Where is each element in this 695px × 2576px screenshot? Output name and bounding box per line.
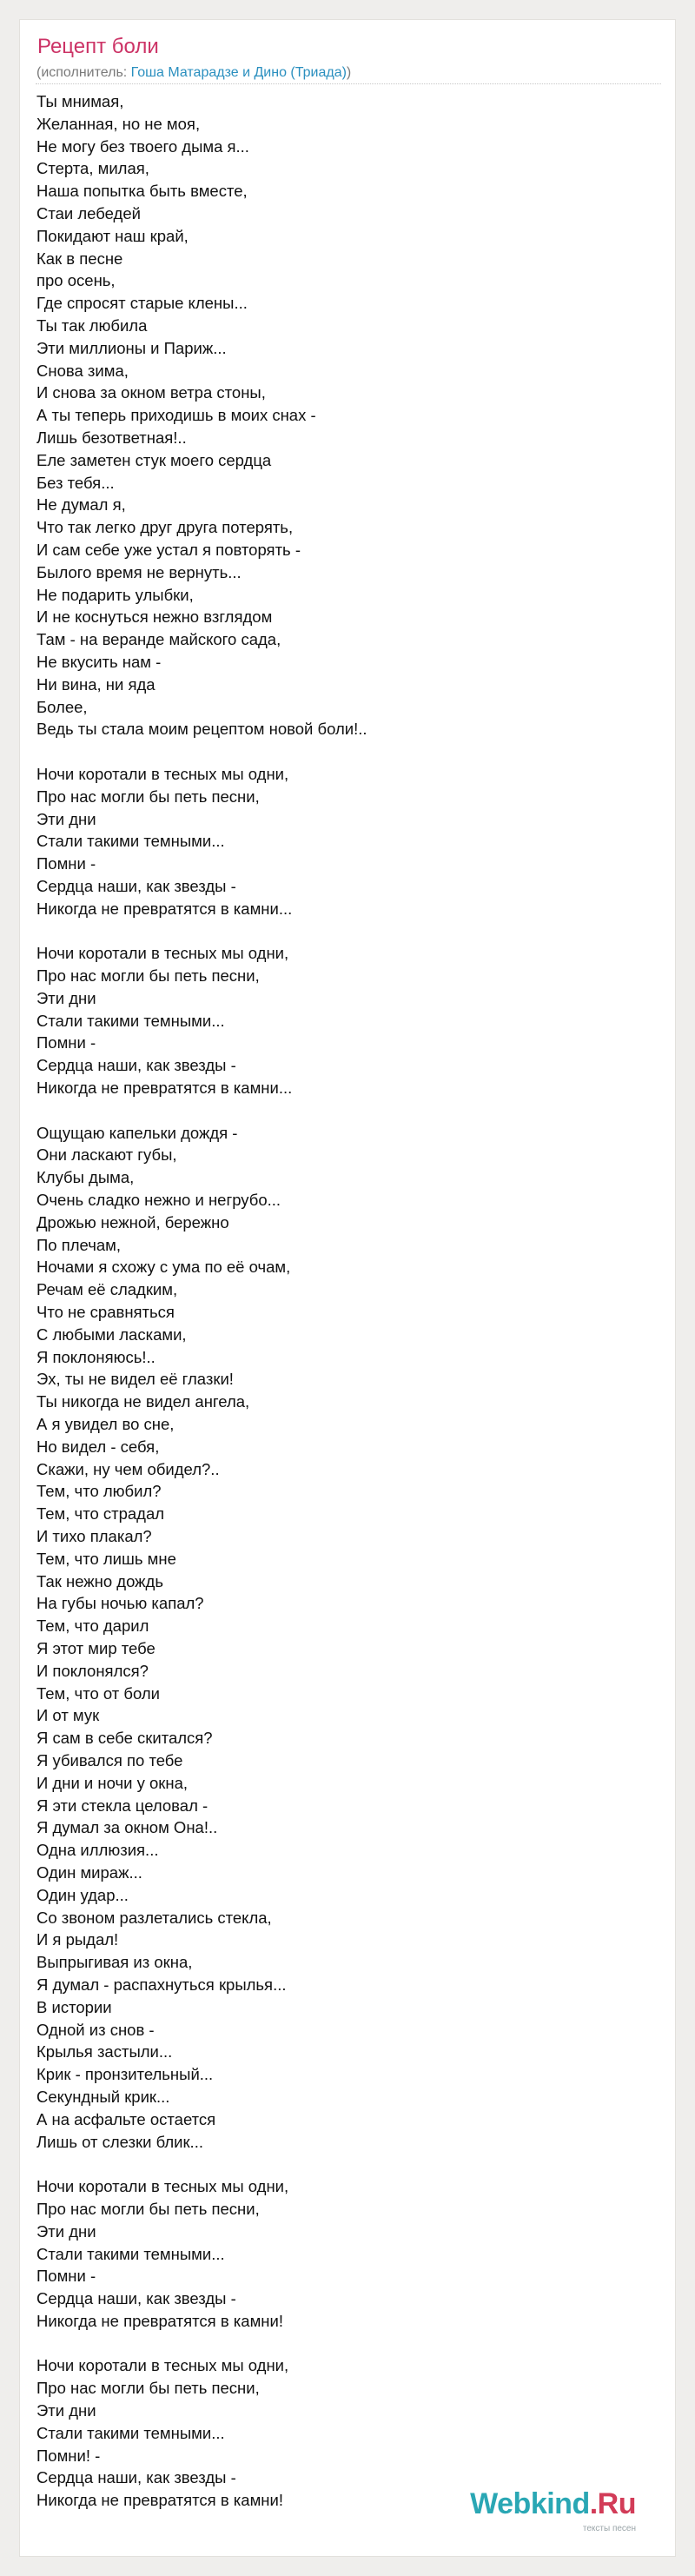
lyric-line: На губы ночью капал? bbox=[36, 1594, 204, 1613]
lyric-line: Ведь ты стала моим рецептом новой боли!.. bbox=[36, 720, 367, 739]
lyric-blank-line bbox=[36, 2333, 662, 2355]
lyric-line: И дни и ночи у окна, bbox=[36, 1773, 189, 1792]
lyric-line: Я думал - распахнуться крылья... bbox=[36, 1975, 287, 1994]
lyric-line: Былого время не вернуть... bbox=[36, 562, 242, 581]
lyric-blank-line bbox=[36, 920, 662, 942]
lyric-line: Стали такими темными... bbox=[36, 2423, 225, 2442]
lyric-line: По плечам, bbox=[36, 1235, 121, 1254]
lyric-line: Не думал я, bbox=[36, 495, 126, 515]
lyric-line: Где спросят старые клены... bbox=[36, 294, 248, 313]
logo-wordmark bbox=[470, 2487, 636, 2521]
lyric-line: И от мук bbox=[36, 1706, 100, 1725]
lyric-line: И поклонялся? bbox=[36, 1661, 149, 1680]
lyric-line: Так нежно дождь bbox=[36, 1571, 163, 1590]
lyric-line: Про нас могли бы петь песни, bbox=[36, 787, 260, 806]
lyric-line: И не коснуться нежно взглядом bbox=[36, 607, 273, 627]
lyric-line: Про нас могли бы петь песни, bbox=[36, 966, 260, 986]
lyric-line: Как в песне bbox=[36, 249, 123, 268]
lyric-line: Они ласкают губы, bbox=[36, 1145, 177, 1165]
lyric-line: Желанная, но не моя, bbox=[36, 114, 201, 133]
lyric-line: Никогда не превратятся в камни... bbox=[36, 899, 293, 918]
site-logo[interactable] bbox=[470, 2487, 657, 2533]
lyric-line: Не подарить улыбки, bbox=[36, 585, 194, 604]
lyric-line: Что так легко друг друга потерять, bbox=[36, 518, 294, 537]
lyric-line: Стерта, милая, bbox=[36, 159, 149, 178]
lyric-line: Помни - bbox=[36, 1033, 96, 1052]
lyric-line: Тем, что от боли bbox=[36, 1683, 160, 1703]
lyric-line: про осень, bbox=[36, 271, 116, 290]
lyric-line: Тем, что дарил bbox=[36, 1617, 149, 1636]
lyric-line: Стали такими темными... bbox=[36, 2244, 225, 2263]
lyric-line: Эти дни bbox=[36, 2401, 96, 2420]
lyric-line: Выпрыгивая из окна, bbox=[36, 1953, 193, 1972]
lyric-line: Ни вина, ни яда bbox=[36, 674, 156, 694]
lyric-line: Ночи коротали в тесных мы одни, bbox=[36, 944, 289, 963]
lyric-line: Никогда не превратятся в камни... bbox=[36, 1079, 293, 1098]
song-subtitle bbox=[36, 65, 351, 81]
lyric-line: Про нас могли бы петь песни, bbox=[36, 2199, 260, 2218]
lyric-blank-line bbox=[36, 740, 662, 763]
lyrics-text bbox=[36, 90, 662, 2512]
logo-tld-text: .Ru bbox=[589, 2487, 636, 2520]
lyric-line: Лишь от слезки блик... bbox=[36, 2132, 203, 2151]
logo-main-text: Webkind bbox=[470, 2487, 590, 2520]
lyric-line: Стали такими темными... bbox=[36, 832, 225, 851]
lyric-line: А на асфальте остается bbox=[36, 2109, 216, 2128]
lyric-line: Про нас могли бы петь песни, bbox=[36, 2379, 260, 2398]
lyric-line: Я этот мир тебе bbox=[36, 1638, 156, 1657]
lyric-line: Сердца наши, как звезды - bbox=[36, 2289, 236, 2308]
lyric-line: С любыми ласками, bbox=[36, 1325, 187, 1344]
lyric-blank-line bbox=[36, 1099, 662, 1122]
lyric-line: Стали такими темными... bbox=[36, 1011, 225, 1030]
lyric-line: Сердца наши, как звезды - bbox=[36, 876, 236, 895]
lyric-line: Стаи лебедей bbox=[36, 203, 141, 222]
lyric-line: Ты мнимая, bbox=[36, 92, 124, 110]
lyric-line: Со звоном разлетались стекла, bbox=[36, 1908, 272, 1927]
lyric-line: Эти дни bbox=[36, 2221, 96, 2241]
lyric-line: И сам себе уже устал я повторять - bbox=[36, 540, 301, 559]
lyric-line: Что не сравняться bbox=[36, 1303, 175, 1322]
lyric-line: Там - на веранде майского сада, bbox=[36, 630, 281, 649]
lyric-line: Одна иллюзия... bbox=[36, 1841, 159, 1860]
lyric-line: Эх, ты не видел её глазки! bbox=[36, 1370, 234, 1389]
lyric-line: Покидают наш край, bbox=[36, 226, 189, 245]
lyric-line: Тем, что страдал bbox=[36, 1504, 165, 1524]
lyric-line: Ночи коротали в тесных мы одни, bbox=[36, 764, 289, 783]
lyric-line: Лишь безответная!.. bbox=[36, 428, 187, 447]
lyric-line: Я сам в себе скитался? bbox=[36, 1729, 213, 1748]
lyric-line: Я убивался по тебе bbox=[36, 1750, 183, 1769]
lyric-line: Ночи коротали в тесных мы одни, bbox=[36, 2356, 289, 2375]
lyric-line: Крылья застыли... bbox=[36, 2042, 173, 2061]
lyric-line: Без тебя... bbox=[36, 473, 115, 492]
lyric-line: Еле заметен стук моего сердца bbox=[36, 450, 272, 469]
lyric-line: Один мираж... bbox=[36, 1862, 142, 1882]
artist-link[interactable]: Гоша Матарадзе и Дино (Триада) bbox=[130, 65, 347, 80]
lyric-line: Речам её сладким, bbox=[36, 1280, 178, 1299]
lyric-line: В истории bbox=[36, 1997, 112, 2016]
lyric-line: И тихо плакал? bbox=[36, 1527, 152, 1545]
lyric-line: Тем, что лишь мне bbox=[36, 1549, 176, 1568]
lyric-line: А ты теперь приходишь в моих снах - bbox=[36, 406, 316, 425]
lyric-line: Эти дни bbox=[36, 809, 96, 828]
lyric-line: Помни! - bbox=[36, 2446, 101, 2465]
lyric-line: Ощущаю капельки дождя - bbox=[36, 1123, 238, 1142]
lyric-line: И я рыдал! bbox=[36, 1930, 119, 1949]
lyric-line: Наша попытка быть вместе, bbox=[36, 182, 248, 201]
lyric-line: Я поклоняюсь!.. bbox=[36, 1347, 156, 1366]
lyric-line: Эти миллионы и Париж... bbox=[36, 338, 227, 357]
lyric-line: Не вкусить нам - bbox=[36, 652, 162, 671]
lyric-line: Но видел - себя, bbox=[36, 1437, 160, 1456]
lyric-line: Скажи, ну чем обидел?.. bbox=[36, 1459, 220, 1478]
lyric-line: Сердца наши, как звезды - bbox=[36, 2468, 236, 2487]
lyric-line: Сердца наши, как звезды - bbox=[36, 1056, 236, 1075]
lyric-line: Не могу без твоего дыма я... bbox=[36, 136, 249, 156]
lyric-line: Клубы дыма, bbox=[36, 1168, 135, 1187]
lyric-line: Ночи коротали в тесных мы одни, bbox=[36, 2177, 289, 2196]
lyric-line: Одной из снов - bbox=[36, 2020, 155, 2039]
lyric-line: Дрожью нежной, бережно bbox=[36, 1212, 229, 1232]
lyric-line: Более, bbox=[36, 697, 88, 716]
artist-suffix: ) bbox=[346, 65, 352, 80]
lyric-line: Помни - bbox=[36, 2267, 96, 2286]
artist-prefix: (исполнитель: bbox=[36, 65, 131, 80]
lyric-line: Секундный крик... bbox=[36, 2087, 170, 2106]
lyric-line: Крик - пронзительный... bbox=[36, 2065, 214, 2084]
lyric-line: Один удар... bbox=[36, 1885, 129, 1904]
lyric-blank-line bbox=[36, 2153, 662, 2175]
lyric-line: Ты никогда не видел ангела, bbox=[36, 1392, 250, 1411]
lyric-line: Никогда не превратятся в камни! bbox=[36, 2311, 283, 2330]
song-card bbox=[19, 19, 676, 2557]
title-divider bbox=[36, 83, 661, 84]
lyric-line: Ты так любила bbox=[36, 315, 148, 335]
lyric-line: Я думал за окном Она!.. bbox=[36, 1818, 218, 1837]
lyric-line: И снова за окном ветра стоны, bbox=[36, 383, 266, 402]
lyric-line: Очень сладко нежно и негрубо... bbox=[36, 1191, 281, 1210]
lyric-line: Я эти стекла целовал - bbox=[36, 1796, 208, 1815]
lyric-line: Снова зима, bbox=[36, 361, 129, 380]
lyric-line: Ночами я схожу с ума по её очам, bbox=[36, 1258, 291, 1277]
lyric-line: Эти дни bbox=[36, 988, 96, 1007]
logo-tagline: тексты песен bbox=[582, 2524, 636, 2533]
lyric-line: Помни - bbox=[36, 854, 96, 873]
song-title: Рецепт боли bbox=[37, 35, 159, 58]
lyric-line: Тем, что любил? bbox=[36, 1482, 162, 1501]
lyric-line: Никогда не превратятся в камни! bbox=[36, 2491, 283, 2510]
lyric-line: А я увидел во сне, bbox=[36, 1415, 175, 1434]
